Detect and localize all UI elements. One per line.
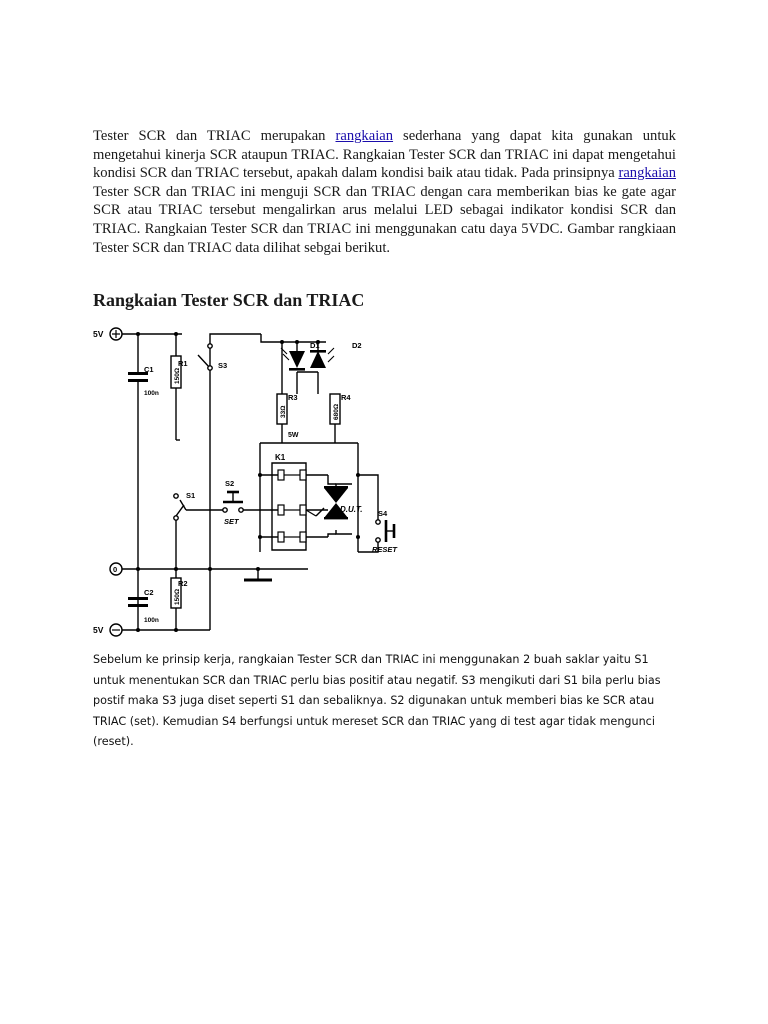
label-s2-set: SET bbox=[224, 517, 239, 526]
rangkaian-link-1[interactable]: rangkaian bbox=[335, 128, 394, 144]
label-s2: S2 bbox=[225, 479, 235, 488]
minus-source-icon bbox=[110, 624, 122, 636]
intro-text-3: Tester SCR dan TRIAC ini menguji SCR dan TRIAC dengan cara memberikan bias ke gate agar SCR atau TRIAC tersebut mengalirkan arus melalui LED sebagai indikator kondisi SCR dan TRIAC. Rangkaian Tester SCR dan TRIAC ini menggunakan catu daya 5VDC. Gambar rangkiaan Tester SCR dan TRIAC data dilihat sebgai berikut. bbox=[93, 183, 676, 256]
label-r2-value: 150Ω bbox=[174, 588, 181, 605]
switch-s2-icon bbox=[223, 492, 243, 512]
circuit-schematic bbox=[88, 320, 418, 640]
junction-dots bbox=[136, 332, 360, 632]
label-k1: K1 bbox=[275, 453, 286, 462]
label-r4-value: 680Ω bbox=[333, 403, 340, 420]
label-r1: R1 bbox=[178, 359, 188, 368]
intro-paragraph bbox=[93, 127, 676, 257]
triac-dut-icon bbox=[306, 486, 348, 519]
label-c2-value: 100n bbox=[144, 617, 159, 624]
label-r1-value: 150Ω bbox=[174, 367, 181, 384]
label-dut: D.U.T. bbox=[340, 505, 363, 514]
label-c2: C2 bbox=[144, 588, 154, 597]
label-r2: R2 bbox=[178, 579, 188, 588]
label-s3: S3 bbox=[218, 361, 228, 370]
intro-text-1: Tester SCR dan TRIAC merupakan bbox=[93, 128, 336, 144]
switch-s1-icon bbox=[174, 494, 186, 520]
intro-text-2: sederhana yang dapat kita gunakan untuk mengetahui kinerja SCR ataupun TRIAC. Rangkaian Tester SCR dan TRIAC ini dapat mengetahui kondisi SCR dan TRIAC tersebut, apakah dalam kondisi baik atau tidak. Pada prinsipnya bbox=[93, 128, 676, 182]
led-d1-icon bbox=[281, 348, 305, 371]
socket-k1-icon bbox=[278, 470, 306, 542]
label-v-minus: 5V bbox=[93, 625, 104, 635]
section-heading: Rangkaian Tester SCR dan TRIAC bbox=[93, 290, 365, 310]
switch-s4-icon bbox=[376, 520, 394, 542]
label-s4-reset: RESET bbox=[372, 545, 398, 554]
rangkaian-link-2[interactable]: rangkaian bbox=[618, 165, 676, 182]
circuit-wires bbox=[122, 334, 378, 630]
label-v-plus: 5V bbox=[93, 329, 104, 339]
label-r3: R3 bbox=[288, 393, 298, 402]
label-d2: D2 bbox=[352, 341, 362, 350]
led-d2-icon bbox=[310, 348, 334, 368]
label-ground: 0 bbox=[113, 565, 118, 574]
plus-source-icon bbox=[110, 328, 122, 340]
label-s1: S1 bbox=[186, 491, 196, 500]
label-r3-value: 33Ω bbox=[280, 405, 287, 418]
label-r4: R4 bbox=[341, 393, 351, 402]
label-d1: D1 bbox=[310, 341, 320, 350]
label-r3-watt: 5W bbox=[288, 432, 299, 439]
label-s4: S4 bbox=[378, 509, 388, 518]
body-paragraph: Sebelum ke prinsip kerja, rangkaian Tester SCR dan TRIAC ini menggunakan 2 buah saklar yaitu S1 untuk menentukan SCR dan TRIAC perlu bias positif atau negatif. S3 mengikuti dari S1 bila perlu bias postif maka S3 juga diset seperti S1 dan sebaliknya. S2 digunakan untuk memberi bias ke SCR atau TRIAC (set). Kemudian S4 berfungsi untuk mereset SCR dan TRIAC yang di test agar tidak mengunci (reset). bbox=[93, 653, 661, 748]
label-c1-value: 100n bbox=[144, 390, 159, 397]
label-c1: C1 bbox=[144, 365, 154, 374]
